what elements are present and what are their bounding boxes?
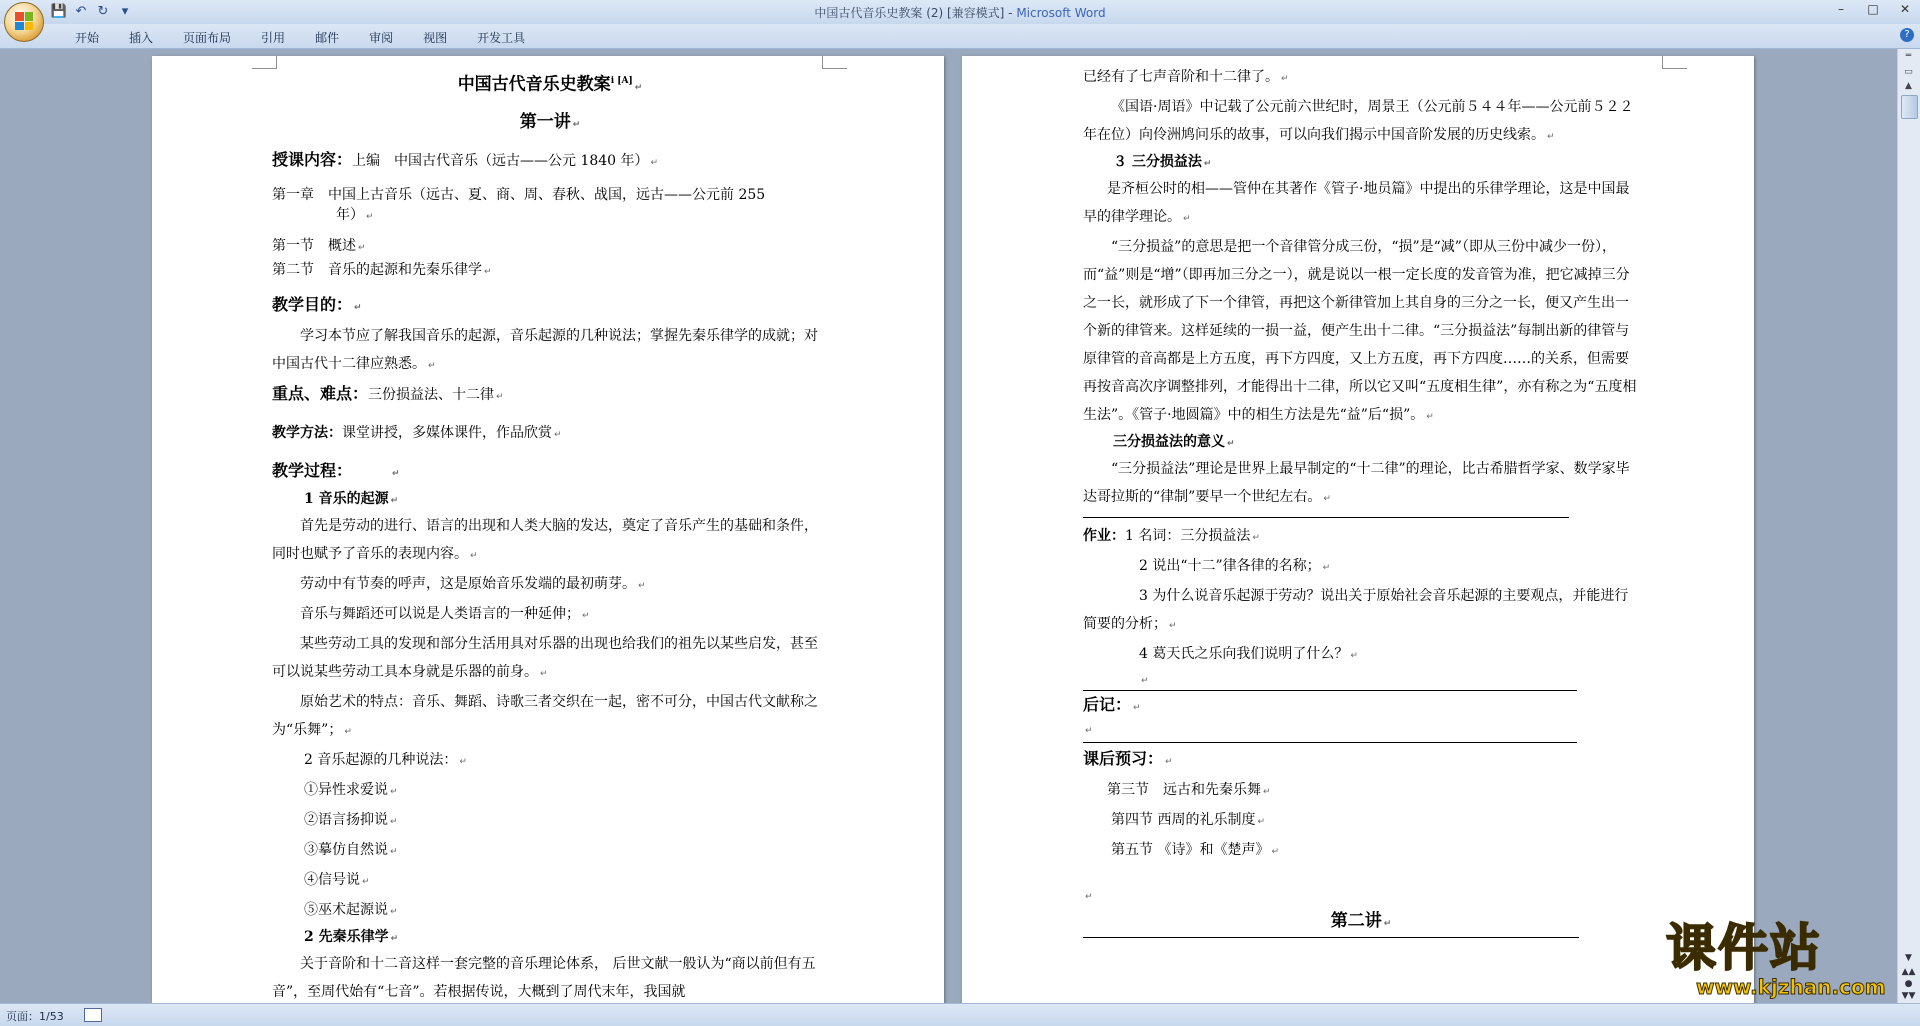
window-title xyxy=(0,4,1920,21)
tab-view[interactable]: 视图 xyxy=(423,31,448,45)
list-item-text: ⑤巫术起源说 xyxy=(304,901,388,918)
section-heading-sanfen-text: ３ 三分损益法 xyxy=(1113,154,1202,170)
vertical-scrollbar[interactable] xyxy=(1897,49,1920,1003)
select-browse-object-icon[interactable]: ● xyxy=(1904,979,1913,989)
scroll-up-icon[interactable]: ▲ xyxy=(1905,81,1912,91)
paragraph: “三分损益”的意思是把一个音律管分成三份，“损”是“减”（即从三份中减少一份），而“益”则是“增”（即再加三分之一），就是说以一根一定长度的发音管为准，把它减掉三分之一长，就形成了下一个律管，再把这个新律管加上其自身的三分之一长，便又产生出一个新的律管来。这样延续的一损一益，便产生出十二律。“三分损益法”每制出新的律管与原律管的音高都是上方五度，再下方四度，又上方五度，再下方四度……的关系，但需要再按音高次序调整排列，才能得出十二律，所以它又叫“五度相生律”，亦有称之为“五度相生法”。《管子·地圆篇》中的相生方法是先“益”后“损”。 ↵ xyxy=(1083,239,1637,423)
tab-page-layout[interactable]: 页面布局 xyxy=(183,31,232,45)
empty-line xyxy=(1083,866,1639,888)
paragraph: 某些劳动工具的发现和部分生活用具对乐器的出现也给我们的祖先以某些启发，甚至可以说某些劳动工具本身就是乐器的前身。 ↵ xyxy=(272,635,818,680)
undo-icon[interactable]: ↶ xyxy=(75,4,87,19)
next-page-icon[interactable]: ▼▼ xyxy=(1901,991,1916,1001)
customize-icon[interactable]: ▾ xyxy=(121,4,129,19)
redo-icon[interactable]: ↻ xyxy=(97,4,109,19)
paragraph-text: 劳动中有节奏的呼声，这是原始音乐发端的最初萌芽。 xyxy=(300,575,636,592)
course-label: 授课内容： xyxy=(272,149,353,169)
paragraph-text: 关于音阶和十二音这样一套完整的音乐理论体系， 后世文献一般认为“商以前但有五音”，至周代始有“七音”。若根据传说，大概到了周代末年，我国就 xyxy=(272,955,816,1000)
page-number-status[interactable]: 页面：1/53 xyxy=(6,1010,64,1023)
scroll-thumb[interactable] xyxy=(1901,95,1918,119)
watermark-logo xyxy=(1666,920,1906,1000)
section-2-label: 第二节 xyxy=(272,261,314,278)
proofing-icon[interactable] xyxy=(84,1008,102,1022)
window-controls xyxy=(1832,2,1914,16)
office-button[interactable] xyxy=(4,2,44,42)
paragraph-text: 已经有了七声音阶和十二律了。 xyxy=(1083,69,1279,85)
key-label: 重点、难点： xyxy=(272,383,369,403)
section-heading-sanfen: ３ 三分损益法 ↵ xyxy=(1113,154,1212,170)
empty-line: ↵ xyxy=(1085,892,1093,902)
homework-item-text: 3 为什么说音乐起源于劳动？说出关于原始社会音乐起源的主要观点，并能进行简要的分析； xyxy=(1083,588,1629,632)
page-2-content[interactable] xyxy=(1083,63,1639,938)
section-heading-origin-text: 1 音乐的起源 xyxy=(304,490,389,507)
section-heading-theories: 2 音乐起源的几种说法： ↵ xyxy=(304,751,467,768)
homework-item-text: 2 说出“十二”律各律的名称； xyxy=(1139,558,1321,574)
paragraph: 已经有了七声音阶和十二律了。 ↵ xyxy=(1083,69,1289,85)
chapter-value-2: 年） xyxy=(336,206,364,223)
homework-item: 2 说出“十二”律各律的名称； ↵ xyxy=(1139,558,1331,574)
paragraph-text: 某些劳动工具的发现和部分生活用具对乐器的出现也给我们的祖先以某些启发，甚至可以说某些劳动工具本身就是乐器的前身。 xyxy=(272,635,818,680)
paragraph-text: “三分损益”的意思是把一个音律管分成三份，“损”是“减”（即从三份中减少一份），而“益”则是“增”（即再加三分之一），就是说以一根一定长度的发音管为准，把它减掉三分之一长，就形成了下一个律管，再把这个新律管加上其自身的三分之一长，便又产生出一个新的律管来。这样延续的一损一益，便产生出十二律。“三分损益法”每制出新的律管与原律管的音高都是上方五度，再下方四度，又上方五度，再下方四度……的关系，但需要再按音高次序调整排列，才能得出十二律，所以它又叫“五度相生律”，亦有称之为“五度相生法”。《管子·地圆篇》中的相生方法是先“益”后“损”。 xyxy=(1083,239,1637,423)
section-1-label: 第一节 xyxy=(272,237,314,254)
divider xyxy=(1083,937,1579,938)
section-heading-pre-qin-text: 2 先秦乐律学 xyxy=(304,928,389,945)
course-value: 上编 中国古代音乐（远古——公元 1840 年） xyxy=(352,152,649,169)
save-icon[interactable]: 💾 xyxy=(50,4,68,19)
tab-review[interactable]: 审阅 xyxy=(369,31,394,45)
close-icon[interactable]: ✕ xyxy=(1899,2,1911,16)
page-2 xyxy=(962,56,1754,1003)
maximize-icon[interactable]: □ xyxy=(1867,2,1879,16)
document-title: 中国古代音乐史教案 (2) [兼容模式] - xyxy=(814,6,1017,20)
section-heading-origin: 1 音乐的起源 ↵ xyxy=(304,490,399,507)
footnote-mark[interactable]: i [A] xyxy=(610,76,633,86)
ribbon xyxy=(0,24,1920,49)
scroll-down-icon[interactable]: ▼ xyxy=(1905,953,1912,963)
homework-item: 1 名词：三分损益法 xyxy=(1125,528,1251,544)
homework-item-text: 4 葛天氏之乐向我们说明了什么？ xyxy=(1139,646,1349,662)
page-1 xyxy=(152,56,944,1003)
section-2-value: 音乐的起源和先秦乐律学 xyxy=(328,261,482,278)
page-1-content[interactable] xyxy=(272,68,828,1003)
preview-item-text: 第五节 《诗》和《楚声》 xyxy=(1111,842,1270,858)
section-heading-meaning: 三分损益法的意义 ↵ xyxy=(1113,434,1235,450)
list-item: ③摹仿自然说 ↵ xyxy=(304,841,398,858)
title-bar xyxy=(0,0,1920,25)
preview-item: 第四节 西周的礼乐制度 ↵ xyxy=(1111,812,1265,828)
previous-page-icon[interactable]: ▲▲ xyxy=(1901,967,1916,977)
paragraph-text: 原始艺术的特点：音乐、舞蹈、诗歌三者交织在一起，密不可分，中国古代文献称之为“乐舞”； xyxy=(272,693,818,738)
preview-item: 第五节 《诗》和《楚声》 ↵ xyxy=(1111,842,1279,858)
app-name: Microsoft Word xyxy=(1016,6,1106,20)
process-label: 教学过程： xyxy=(272,460,353,480)
list-item: ⑤巫术起源说 ↵ xyxy=(304,901,398,918)
crop-mark xyxy=(1662,56,1687,69)
preview-item: 第三节 远古和先秦乐舞 ↵ xyxy=(1107,782,1271,798)
chapter-label: 第一章 xyxy=(272,186,314,203)
tab-references[interactable]: 引用 xyxy=(261,31,286,45)
process-heading: 教学过程： ↵ xyxy=(272,460,400,480)
paragraph: 《国语·周语》中记载了公元前六世纪时，周景王（公元前５４４年——公元前５２２年在位）向伶洲鸠问乐的故事，可以向我们揭示中国音阶发展的历史线索。 ↵ xyxy=(1083,99,1634,143)
paragraph-text: 是齐桓公时的相——管仲在其著作《管子·地员篇》中提出的乐律学理论，这是中国最早的律学理论。 xyxy=(1083,181,1630,225)
homework: 作业：1 名词：三分损益法 ↵ xyxy=(1083,528,1260,544)
goal-label: 教学目的： xyxy=(272,294,353,314)
tab-developer[interactable]: 开发工具 xyxy=(477,31,526,45)
preview-item-text: 第四节 西周的礼乐制度 xyxy=(1111,812,1256,828)
paragraph: 音乐与舞蹈还可以说是人类语言的一种延伸； ↵ xyxy=(300,605,590,622)
help-icon[interactable]: ? xyxy=(1900,28,1914,42)
afterword-label: 后记： xyxy=(1083,695,1132,714)
key-points: 重点、难点：三份损益法、十二律 ↵ xyxy=(272,383,504,403)
section-1: 第一节 概述 ↵ xyxy=(272,237,366,254)
watermark-main-text: 课件站 xyxy=(1666,919,1822,977)
paragraph: 劳动中有节奏的呼声，这是原始音乐发端的最初萌芽。 ↵ xyxy=(300,575,646,592)
list-item: ②语言扬抑说 ↵ xyxy=(304,811,398,828)
method-value: 课堂讲授，多媒体课件，作品欣赏 xyxy=(342,424,552,441)
section-heading-meaning-text: 三分损益法的意义 xyxy=(1113,434,1225,450)
list-item-text: ②语言扬抑说 xyxy=(304,811,388,828)
tab-home[interactable]: 开始 xyxy=(75,31,100,45)
paragraph-text: 音乐与舞蹈还可以说是人类语言的一种延伸； xyxy=(300,605,580,622)
section-heading-theories-text: 2 音乐起源的几种说法： xyxy=(304,751,458,768)
status-bar xyxy=(0,1003,1920,1026)
section-2: 第二节 音乐的起源和先秦乐律学 ↵ xyxy=(272,261,492,278)
chapter-line xyxy=(272,185,828,205)
ruler-toggle-icon[interactable]: ▭ xyxy=(1904,67,1913,77)
homework-item: 3 为什么说音乐起源于劳动？说出关于原始社会音乐起源的主要观点，并能进行简要的分析； ↵ xyxy=(1083,588,1629,632)
divider xyxy=(1083,742,1577,743)
afterword: 后记： ↵ xyxy=(1083,695,1141,714)
list-item: ①异性求爱说 ↵ xyxy=(304,781,398,798)
goal-heading: 教学目的： ↵ xyxy=(272,294,362,314)
chapter-line-2: 年） ↵ xyxy=(336,206,374,223)
paragraph: 原始艺术的特点：音乐、舞蹈、诗歌三者交织在一起，密不可分，中国古代文献称之为“乐舞”； ↵ xyxy=(272,693,818,738)
preview-heading: 课后预习： ↵ xyxy=(1083,749,1173,768)
goal-text-value: 学习本节应了解我国音乐的起源，音乐起源的几种说法；掌握先秦乐律学的成就；对中国古代十二律应熟悉。 xyxy=(272,327,818,372)
doc-title: 中国古代音乐史教案$^{i [A]}$↵ xyxy=(457,74,643,95)
chapter-value: 中国上古音乐（远古、夏、商、周、春秋、战国，远古——公元前 255 xyxy=(328,186,766,203)
split-handle-icon[interactable]: ═ xyxy=(1905,51,1912,61)
section-heading-pre-qin: 2 先秦乐律学 ↵ xyxy=(304,928,399,945)
list-item-text: ①异性求爱说 xyxy=(304,781,388,798)
method-label: 教学方法： xyxy=(272,424,342,441)
document-area xyxy=(0,49,1898,1003)
ribbon-tabs xyxy=(60,29,540,46)
list-item-text: ④信号说 xyxy=(304,871,360,888)
preview-label: 课后预习： xyxy=(1083,749,1164,768)
preview-item-text: 第三节 远古和先秦乐舞 xyxy=(1107,782,1261,798)
tab-insert[interactable]: 插入 xyxy=(129,31,154,45)
paragraph-text: 《国语·周语》中记载了公元前六世纪时，周景王（公元前５４４年——公元前５２２年在位）向伶洲鸠问乐的故事，可以向我们揭示中国音阶发展的历史线索。 xyxy=(1083,99,1634,143)
office-logo-icon xyxy=(15,12,33,30)
list-item-text: ③摹仿自然说 xyxy=(304,841,388,858)
homework-label: 作业： xyxy=(1083,528,1125,544)
section-1-value: 概述 xyxy=(328,237,356,254)
paragraph: “三分损益法”理论是世界上最早制定的“十二律”的理论，比古希腊哲学家、数学家毕达哥拉斯的“律制”要早一个世纪左右。 ↵ xyxy=(1083,461,1630,505)
tab-mailings[interactable]: 邮件 xyxy=(315,31,340,45)
lecture-heading-text: 第一讲 xyxy=(519,111,571,132)
paragraph-text: 首先是劳动的进行、语言的出现和人类大脑的发达，奠定了音乐产生的基础和条件，同时也赋予了音乐的表现内容。 xyxy=(272,517,818,562)
course-content: 授课内容：上编 中国古代音乐（远古——公元 1840 年） ↵ xyxy=(272,149,659,169)
divider xyxy=(1083,517,1569,518)
minimize-icon[interactable]: – xyxy=(1838,2,1844,16)
list-item: ④信号说 ↵ xyxy=(304,871,370,888)
empty-line: ↵ xyxy=(1085,726,1093,736)
lecture-heading-2: 第二讲 ↵ xyxy=(1330,911,1392,931)
paragraph xyxy=(272,950,828,1003)
lecture-heading-2-text: 第二讲 xyxy=(1330,911,1382,931)
paragraph-text: “三分损益法”理论是世界上最早制定的“十二律”的理论，比古希腊哲学家、数学家毕达哥拉斯的“律制”要早一个世纪左右。 xyxy=(1083,461,1630,505)
watermark-url: www.kjzhan.com xyxy=(1696,975,1886,999)
paragraph: 首先是劳动的进行、语言的出现和人类大脑的发达，奠定了音乐产生的基础和条件，同时也赋予了音乐的表现内容。 ↵ xyxy=(272,517,818,562)
empty-line: ↵ xyxy=(1141,676,1149,686)
doc-title-text: 中国古代音乐史教案 xyxy=(457,74,611,95)
homework-item: 4 葛天氏之乐向我们说明了什么？ ↵ xyxy=(1139,646,1358,662)
lecture-heading: 第一讲 ↵ xyxy=(519,111,581,132)
goal-text: 学习本节应了解我国音乐的起源，音乐起源的几种说法；掌握先秦乐律学的成就；对中国古代十二律应熟悉。 ↵ xyxy=(272,327,818,372)
paragraph: 是齐桓公时的相——管仲在其著作《管子·地员篇》中提出的乐律学理论，这是中国最早的律学理论。 ↵ xyxy=(1083,181,1630,225)
key-value: 三份损益法、十二律 xyxy=(368,386,495,403)
teaching-method: 教学方法：课堂讲授，多媒体课件，作品欣赏 ↵ xyxy=(272,424,562,441)
